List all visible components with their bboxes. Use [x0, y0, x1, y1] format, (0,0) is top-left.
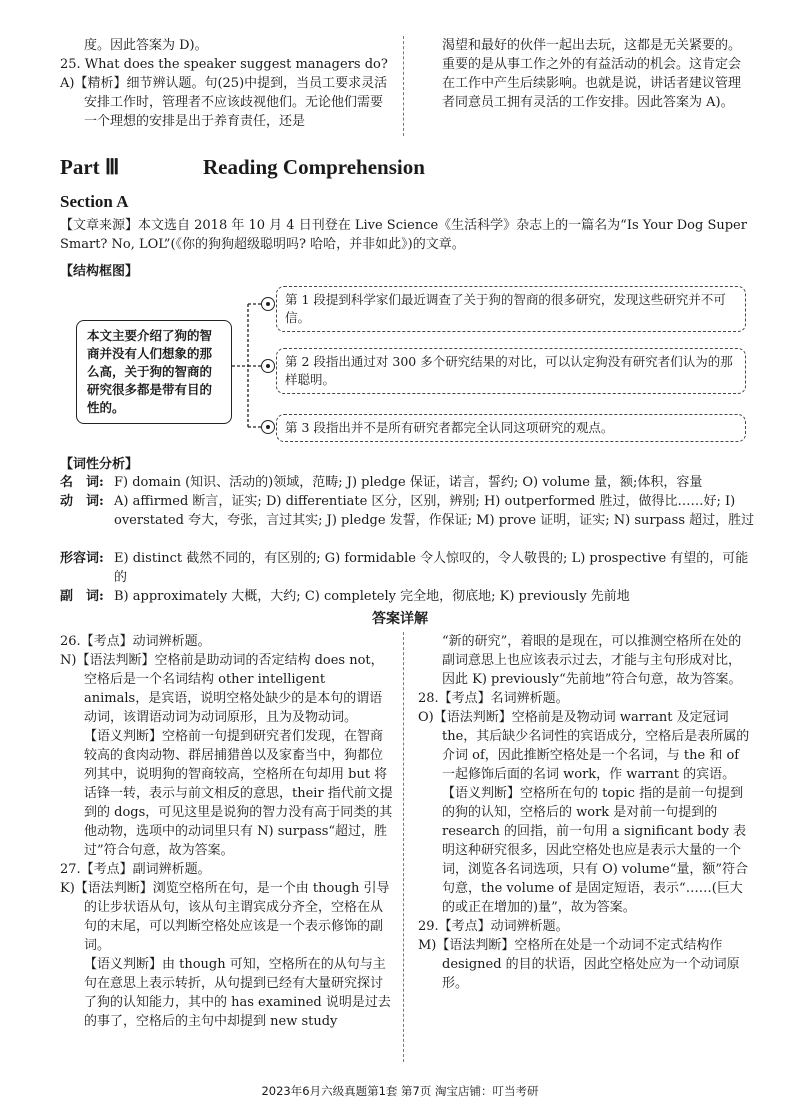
pos-text: B) approximately 大概，大约; C) completely 完全地，彻底地; K) previously 先前地	[114, 589, 630, 604]
pos-text: E) distinct 截然不同的，有区别的; G) formidable 令人惊叹的，令人敬畏的; L) prospective 有望的，可能的	[114, 551, 749, 585]
right-para: 29.【考点】动词辨析题。	[418, 919, 569, 934]
part-title: Reading Comprehension	[203, 155, 425, 179]
answers-title: 答案详解	[372, 611, 428, 627]
right-para: O)【语法判断】空格前是及物动词 warrant 及定冠词 the，其后缺少名词性的宾语成分，空格后是表所属的介词 of，因此推断空格处是一个名词，与 the 和 of 一起修饰后面的名词 work，作 warrant 的宾语。	[418, 710, 750, 782]
answers-left-column	[60, 632, 393, 1031]
right-para: 28.【考点】名词辨析题。	[418, 691, 569, 706]
framework-item-1: 第 1 段提到科学家们最近调查了关于狗的智商的很多研究，发现这些研究并不可信。	[276, 286, 746, 332]
pos-heading: 【词性分析】	[60, 457, 139, 472]
pos-label: 名 词:	[60, 475, 104, 490]
pos-label: 副 词:	[60, 589, 104, 604]
bullet-icon	[261, 359, 275, 373]
top-left-line: 度。因此答案为 D)。	[84, 38, 208, 53]
right-para: 【语义判断】空格所在句的 topic 指的是前一句提到的狗的认知，空格后的 work 是对前一句提到的 research 的回指，前一句用 a significant body 表明这种研究很多，因此空格处也应是表示大量的一个词，浏览各名词选项，只有 O) volume“量，额”符合句意，the volume of 是固定短语，表示“……(巨大的或正在增加的)量”，故为答案。	[442, 786, 749, 915]
left-para: 【语义判断】空格前一句提到研究者们发现，在智商较高的食肉动物、群居捕猎兽以及家畜当中，狗都位列其中，说明狗的智商较高，空格所在句却用 but 将话锋一转，表示与前文相反的意思，their 指代前文提到的 dogs，可见这里是说狗的智力没有高于同类的其他动物，选项中的动词里只有 N) surpass“超过，胜过”符合句意，故为答案。	[84, 729, 393, 858]
bullet-icon	[261, 297, 275, 311]
top-right-text: 渴望和最好的伙伴一起出去玩，这都是无关紧要的。重要的是从事工作之外的有益活动的机会。这肯定会在工作中产生后续影响。也就是说，讲话者建议管理者同意员工拥有灵活的工作安排。因此答案为 A)。	[442, 38, 742, 110]
left-para: 【语义判断】由 though 可知，空格所在的从句与主句在意思上表示转折，从句提到已经有大量研究探讨了狗的认知能力，其中的 has examined 说明是过去的事了，空格后的主句中却提到 new study	[84, 957, 391, 1029]
pos-row-adjective	[60, 549, 760, 587]
pos-row-verb	[60, 492, 760, 530]
framework-main-box: 本文主要介绍了狗的智商并没有人们想象的那么高，关于狗的智商的研究很多都是带有目的性的。	[76, 320, 232, 424]
left-para: 27.【考点】副词辨析题。	[60, 862, 211, 877]
framework-item-3: 第 3 段指出并不是所有研究者都完全认同这项研究的观点。	[276, 414, 746, 442]
question-25: 25. What does the speaker suggest managers do?	[60, 57, 388, 72]
framework-item-2: 第 2 段指出通过对 300 多个研究结果的对比，可以认定狗没有研究者们认为的那样聪明。	[276, 348, 746, 394]
pos-label: 动 词:	[60, 494, 104, 509]
column-divider-bottom	[403, 632, 404, 1062]
right-para: M)【语法判断】空格所在处是一个动词不定式结构作 designed 的目的状语，因此空格处应为一个动词原形。	[418, 938, 740, 991]
article-source: 【文章来源】本文选自 2018 年 10 月 4 日刊登在 Live Science《生活科学》杂志上的一篇名为“Is Your Dog Super Smart? No, LOL”(《你的狗狗超级聪明吗? 哈哈，并非如此》)的文章。	[60, 218, 747, 252]
left-para: N)【语法判断】空格前是助动词的否定结构 does not，空格后是一个名词结构 other intelligent animals，是宾语，说明空格处缺少的是本句的谓语动词，该谓语动词为动词原形，且为及物动词。	[60, 653, 384, 725]
pos-row-adverb	[60, 587, 760, 606]
section-heading: Section A	[60, 192, 129, 211]
pos-text: A) affirmed 断言，证实; D) differentiate 区分，区别，辨别; H) outperformed 胜过，做得比……好; I) overstated 夸大，夸张，言过其实; J) pledge 发誓，作保证; M) prove 证明，证实; N) surpass 超过，胜过	[114, 494, 755, 528]
framework-heading: 【结构框图】	[60, 264, 139, 279]
page-footer: 2023年6月六级真题第1套 第7页 淘宝店铺：叮当考研	[261, 1084, 539, 1098]
answers-right-column	[418, 632, 750, 993]
bullet-icon	[261, 420, 275, 434]
left-para: 26.【考点】动词辨析题。	[60, 634, 211, 649]
pos-label: 形容词:	[60, 551, 104, 566]
right-para: “新的研究”，着眼的是现在，可以推测空格所在处的副词意思上也应该表示过去，才能与主句形成对比，因此 K) previously“先前地”符合句意，故为答案。	[442, 634, 742, 687]
answer-25: A)【精析】细节辨认题。句(25)中提到，当员工要求灵活安排工作时，管理者不应该歧视他们。无论他们需要一个理想的安排是出于养育责任，还是	[60, 76, 388, 129]
part-number: Part Ⅲ	[60, 155, 120, 179]
left-para: K)【语法判断】浏览空格所在句，是一个由 though 引导的让步状语从句，该从句主谓宾成分齐全，空格在从句的末尾，可以判断空格处应该是一个表示修饰的副词。	[60, 881, 390, 953]
pos-row-noun	[60, 473, 760, 492]
pos-text: F) domain (知识、活动的)领域，范畴; J) pledge 保证，诺言，誓约; O) volume 量，额;体积，容量	[114, 475, 703, 490]
